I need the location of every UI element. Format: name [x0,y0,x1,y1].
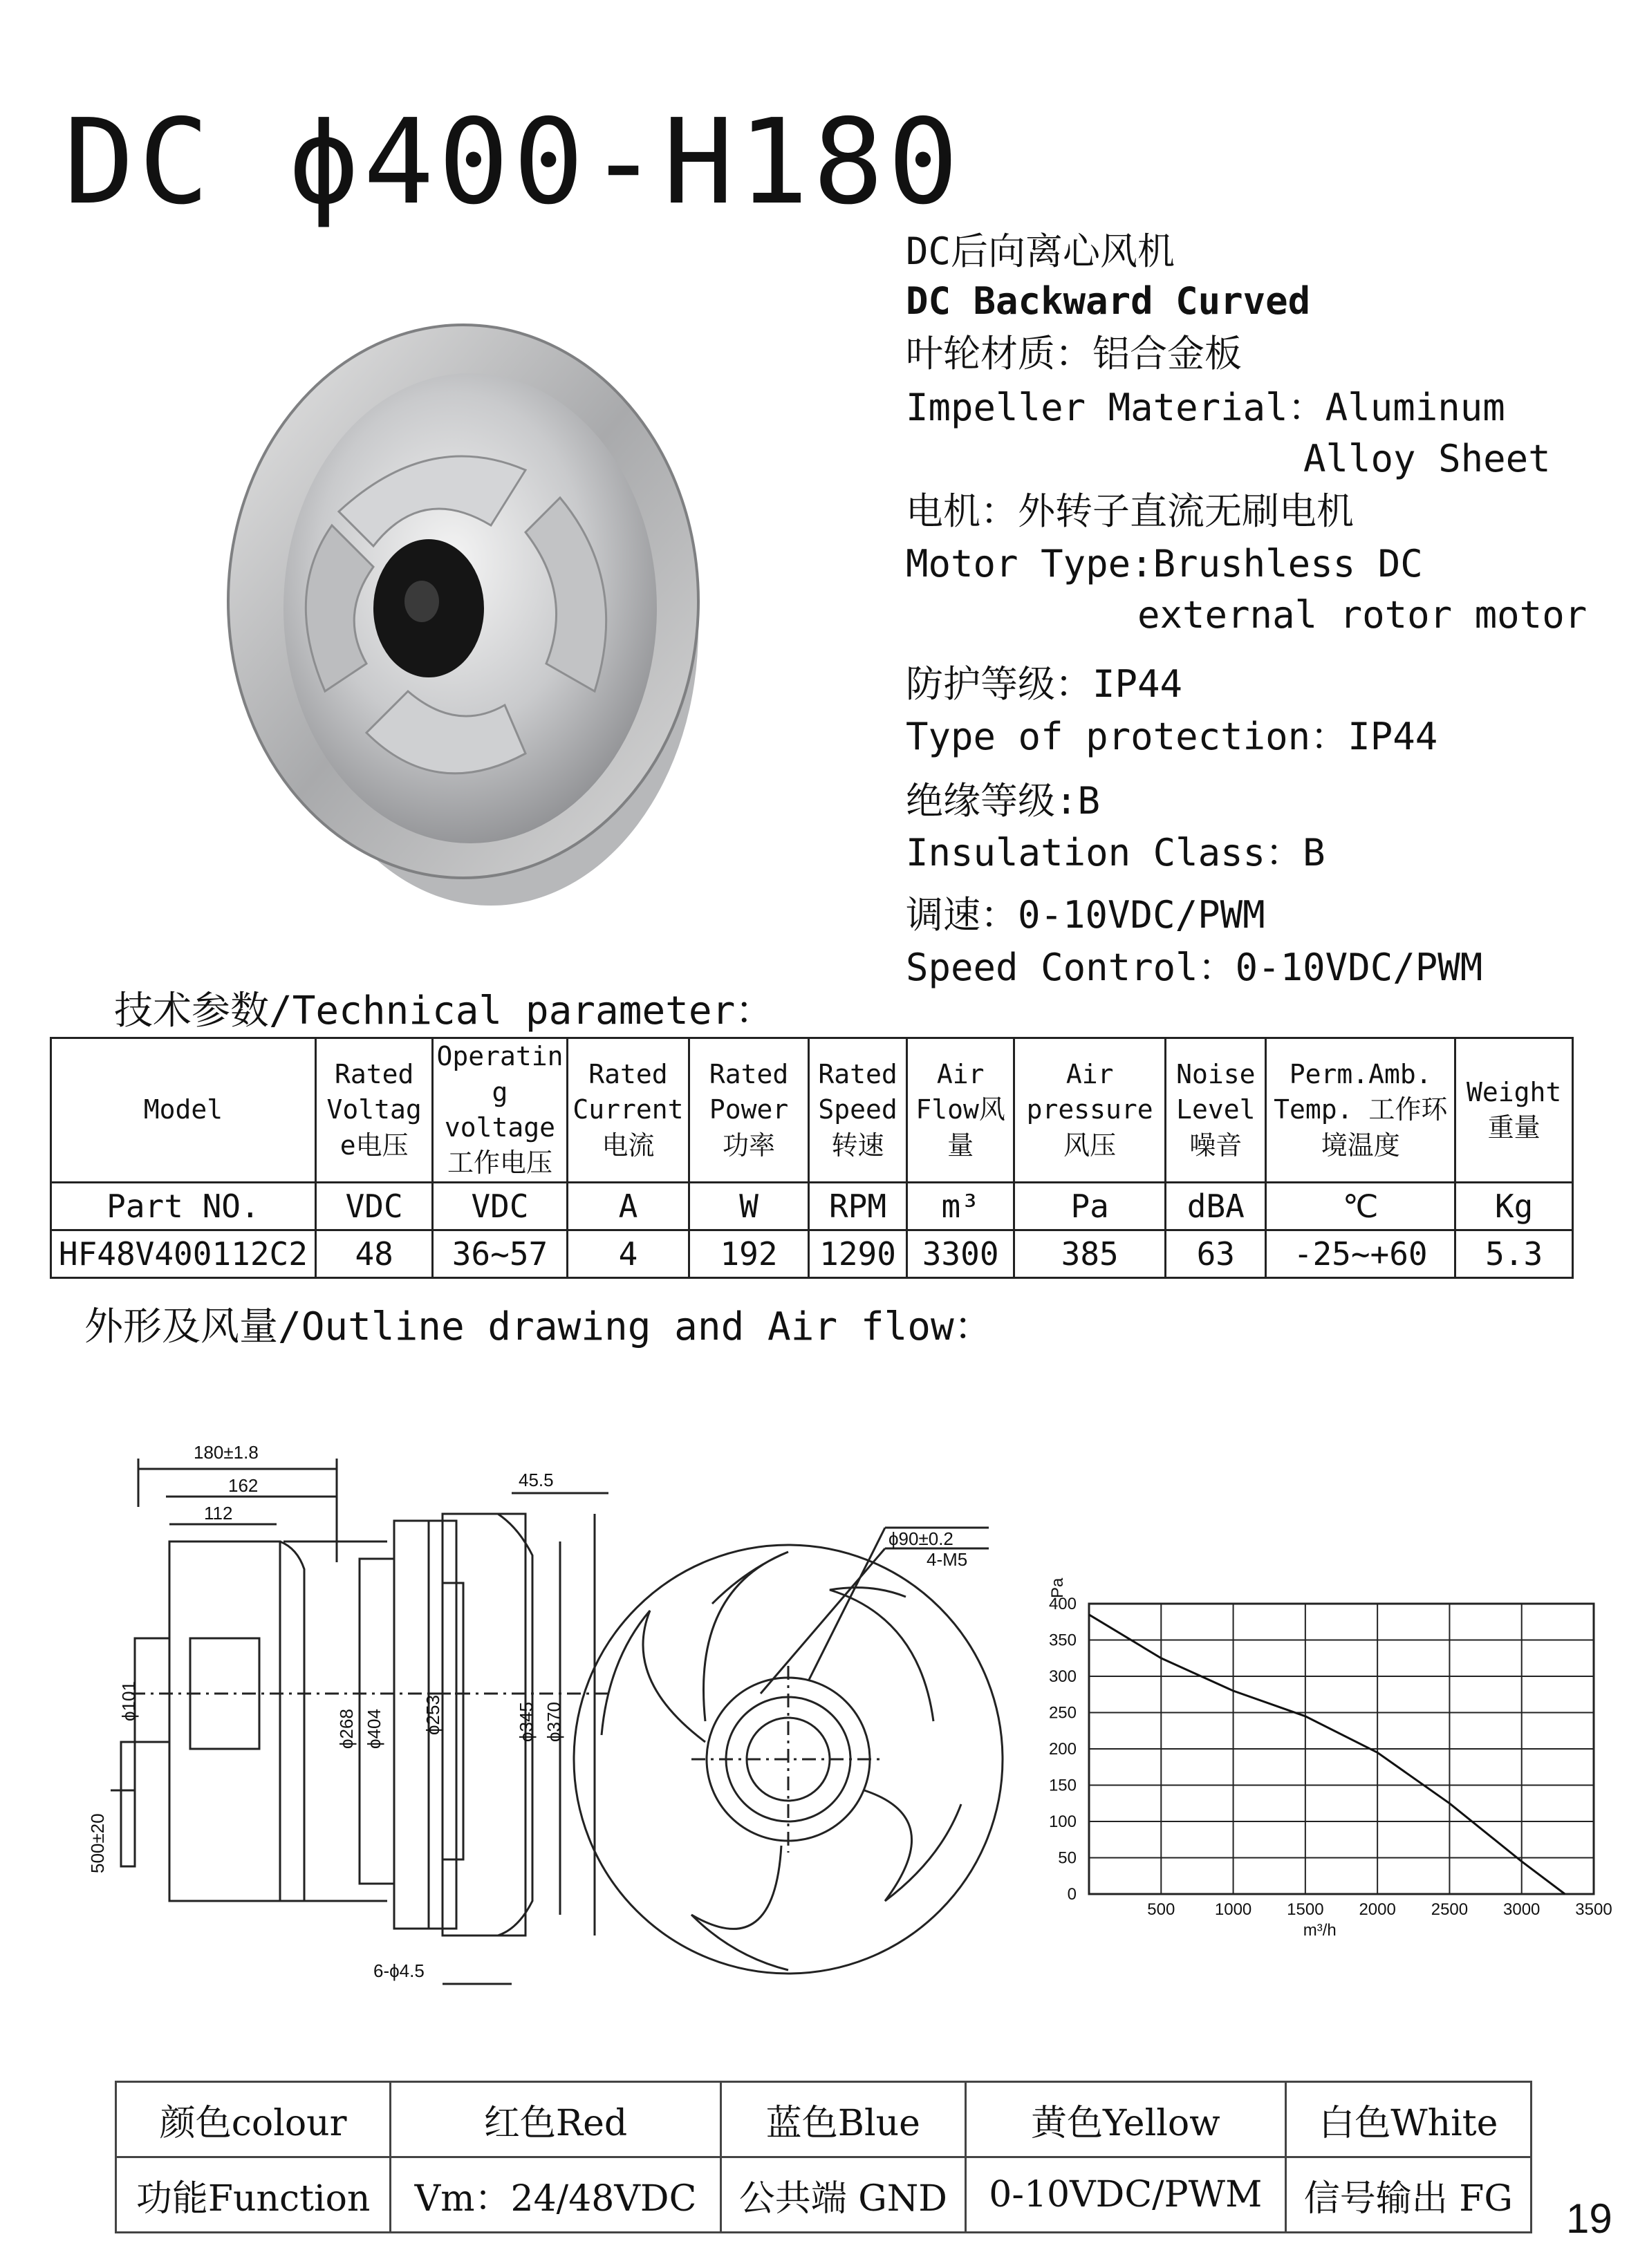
value-cell: 1290 [808,1230,907,1278]
unit-cell: A [567,1183,689,1230]
dim-phi101: ϕ101 [118,1681,139,1721]
chart-y-axis-label: Pa [1048,1577,1067,1598]
spec-speed-en: Speed Control：0-10VDC/PWM [906,946,1483,989]
dim-112: 112 [204,1503,233,1524]
chart-x-tick-label: 3000 [1503,1900,1541,1919]
spec-insulation-en: Insulation Class：B [906,831,1325,874]
table-units-row [51,1183,1573,1230]
header-air-flow: Air Flow风 量 [907,1038,1014,1183]
dim-500: 500±20 [87,1813,108,1873]
chart-y-tick-label: 0 [1067,1885,1077,1904]
function-label: 功能Function [116,2157,391,2233]
table-row [116,2157,1532,2233]
unit-cell: RPM [808,1183,907,1230]
chart-series-line [1089,1615,1565,1894]
unit-cell: dBA [1166,1183,1266,1230]
function-white: 信号输出 FG [1285,2157,1531,2233]
table-row [116,2082,1532,2157]
spec-impeller-en-2: Alloy Sheet [1303,437,1551,480]
spec-insulation-cn: 绝缘等级:B [906,779,1101,823]
spec-type-en: DC Backward Curved [906,279,1311,323]
header-rated-power: Rated Power 功率 [689,1038,808,1183]
spec-motor-en-1: Motor Type:Brushless DC [906,542,1423,585]
color-red: 红色Red [391,2082,720,2157]
dim-45-5: 45.5 [519,1470,554,1490]
dim-phi268: ϕ268 [336,1709,357,1749]
unit-cell: VDC [433,1183,567,1230]
color-yellow: 黄色Yellow [965,2082,1285,2157]
chart-y-tick-label: 150 [1048,1776,1077,1795]
fan-product-image [201,304,712,926]
value-cell: 192 [689,1230,808,1278]
color-blue: 蓝色Blue [720,2082,965,2157]
chart-y-tick-label: 350 [1048,1631,1077,1650]
unit-cell: VDC [315,1183,433,1230]
spec-motor-en-2: external rotor motor [1137,593,1588,637]
value-cell: -25~+60 [1266,1230,1455,1278]
color-white: 白色White [1285,2082,1531,2157]
value-cell: 385 [1014,1230,1166,1278]
function-blue: 公共端 GND [720,2157,965,2233]
outline-drawing [69,1431,1023,2005]
value-cell: 63 [1166,1230,1266,1278]
dim-phi345: ϕ345 [516,1702,537,1742]
table-row [51,1230,1573,1278]
wire-color-table [115,2081,1532,2233]
header-rated-speed: Rated Speed 转速 [808,1038,907,1183]
chart-x-axis-label: m³/h [1303,1921,1337,1940]
unit-cell: ℃ [1266,1183,1455,1230]
header-rated-voltage: Rated Voltag e电压 [315,1038,433,1183]
spec-impeller-en-1: Impeller Material：Aluminum [906,386,1505,429]
page-title: DC ϕ400-H180 [64,94,963,231]
dim-6-phi4-5: 6-ϕ4.5 [373,1960,425,1981]
value-cell: 3300 [907,1230,1014,1278]
function-yellow: 0-10VDC/PWM [965,2157,1285,2233]
chart-x-tick-label: 3500 [1575,1900,1612,1919]
chart-x-tick-label: 2000 [1359,1900,1396,1919]
chart-y-tick-label: 250 [1048,1703,1077,1723]
header-temperature: Perm.Amb. Temp. 工作环境温度 [1266,1038,1455,1183]
dim-162: 162 [228,1475,259,1496]
chart-x-tick-label: 500 [1147,1900,1175,1919]
chart-x-tick-label: 1000 [1214,1900,1252,1919]
unit-cell: Pa [1014,1183,1166,1230]
header-operating-voltage: Operatin g voltage 工作电压 [433,1038,567,1183]
header-weight: Weight 重量 [1455,1038,1573,1183]
spec-motor-cn: 电机：外转子直流无刷电机 [906,489,1354,533]
spec-protection-cn: 防护等级：IP44 [906,662,1183,706]
header-model: Model [51,1038,316,1183]
value-cell: 4 [567,1230,689,1278]
section-technical-parameter: 技术参数/Technical parameter： [114,988,774,1033]
value-cell: HF48V400112C2 [51,1230,316,1278]
unit-cell: m³ [907,1183,1014,1230]
chart-y-tick-label: 200 [1048,1740,1077,1759]
chart-y-tick-label: 100 [1048,1812,1077,1831]
chart-x-tick-label: 2500 [1431,1900,1469,1919]
dim-phi253: ϕ253 [422,1695,443,1735]
dim-phi90: ϕ90±0.2 [888,1528,953,1549]
header-air-pressure: Air pressure 风压 [1014,1038,1166,1183]
airflow-pressure-chart [1023,1569,1618,1942]
value-cell: 5.3 [1455,1230,1573,1278]
unit-cell: W [689,1183,808,1230]
dim-180: 180±1.8 [194,1442,259,1463]
technical-parameter-table [50,1037,1574,1279]
page-number: 19 [1566,2195,1612,2242]
value-cell: 48 [315,1230,433,1278]
header-rated-current: Rated Current 电流 [567,1038,689,1183]
color-header-label: 颜色colour [116,2082,391,2157]
chart-y-tick-label: 50 [1058,1848,1077,1868]
spec-protection-en: Type of protection：IP44 [906,715,1438,758]
unit-cell: Kg [1455,1183,1573,1230]
dim-4-m5: 4-M5 [927,1549,968,1570]
chart-y-tick-label: 400 [1048,1595,1077,1613]
dim-phi404: ϕ404 [364,1709,384,1749]
value-cell: 36~57 [433,1230,567,1278]
section-outline-drawing: 外形及风量/Outline drawing and Air flow： [84,1304,993,1349]
chart-x-tick-label: 1500 [1287,1900,1324,1919]
header-noise-level: Noise Level 噪音 [1166,1038,1266,1183]
spec-type-cn: DC后向离心风机 [906,229,1175,273]
spec-speed-cn: 调速：0-10VDC/PWM [906,893,1265,937]
spec-impeller-cn: 叶轮材质：铝合金板 [906,332,1242,375]
unit-cell: Part NO. [51,1183,316,1230]
table-header-row [51,1038,1573,1183]
function-red: Vm：24/48VDC [391,2157,720,2233]
chart-y-tick-label: 300 [1048,1667,1077,1686]
dim-phi370: ϕ370 [543,1702,564,1742]
